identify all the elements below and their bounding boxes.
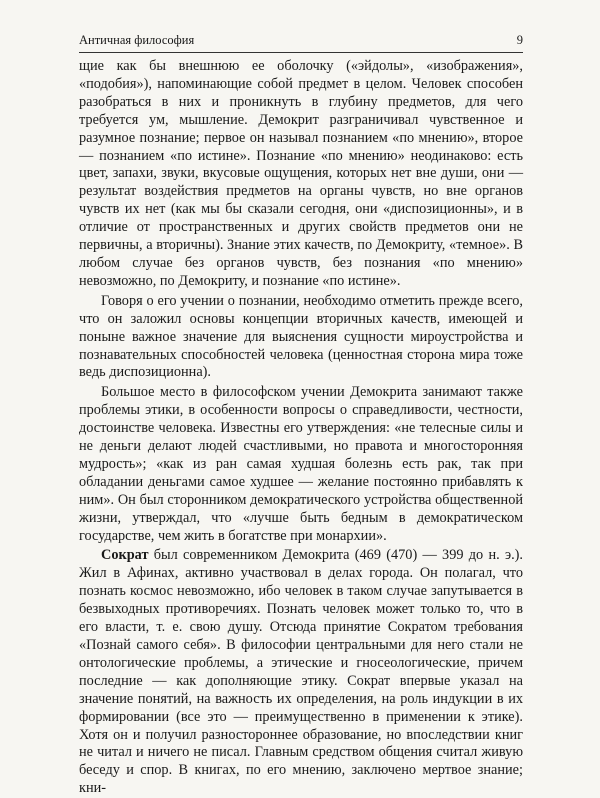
running-header bbox=[79, 30, 523, 53]
chapter-title: Античная философия bbox=[79, 33, 195, 47]
paragraph-text: щие как бы внешнюю ее оболочку («эйдолы», «изображения», «подобия»), напоминающие собой предмет в целом. Человек способен разобраться в них и проникнуть в глубину предметов, для чего требуется ум, мышление. Демокрит разграничивал чувственное и разумное познание; первое он называл познанием «по мнению», второе — познанием «по истине». Познание «по мнению» неодинаково: есть цвет, запахи, звуки, вкусовые ощущения, которых нет вне души, они — результат воздействия предметов на органы чувств, но вне органов чувств их нет (как мы бы сказали сегодня, они «диспозиционны», и в отличие от пространственных и других свойств предметов они не первичны, а вторичны). Знание этих качеств, по Демокриту, «темное». В любом случае без органов чувств, без познания «по мнению» невозможно, по Демокриту, и познание «по истине». bbox=[79, 58, 523, 289]
paragraph bbox=[79, 58, 523, 291]
bold-term-socrates: Сократ bbox=[101, 547, 149, 564]
paragraph-text: был современником Демокрита (469 (470) — 399 до н. э.). Жил в Афинах, активно участвовал в делах города. Он полагал, что познать космос невозможно, ибо человек в таком случае запутывается в безвыходных противоречиях. Познать человек может только то, что в его власти, т. е. свою душу. Отсюда принятие Сократом требования «Познай самого себя». В философии центральными для него стали не онтологические проблемы, а этические и гносеологические, причем последние — как дополняющие этику. Сократ впервые указал на значение понятий, на важность их определения, на роль индукции в их формировании (все это — преимущественно в применении к этике). Хотя он и получил разностороннее образование, но впоследствии книг не читал и ничего не писал. Главным средством общения считал живую беседу и спор. В книгах, по его мнению, заключено мертвое знание; кни- bbox=[79, 547, 523, 797]
paragraph-text: Говоря о его учении о познании, необходимо отметить прежде всего, что он заложил основы концепции вторичных качеств, имеющей и поныне важное значение для выяснения сущности мироустройства и познавательных способностей человека (ценностная сторона мира тоже ведь диспозиционна). bbox=[79, 292, 523, 381]
page-number: 9 bbox=[516, 33, 523, 47]
paragraph bbox=[79, 547, 523, 798]
body-text bbox=[79, 58, 523, 798]
paragraph-text: Большое место в философском учении Демокрита занимают также проблемы этики, в особенности вопросы о справедливости, честности, достоинстве человека. Известны его утверждения: «не телесные силы и не деньги делают людей счастливыми, но правота и многосторонняя мудрость»; «как из ран самая худшая болезнь есть рак, так при обладании деньгами самое худшее — желание постоянно прибавлять к ним». Он был сторонником демократического устройства общественной жизни, утверждал, что «лучше быть бедным в демократическом государстве, чем жить в богатстве при монархии». bbox=[79, 384, 523, 544]
paragraph bbox=[79, 384, 523, 545]
paragraph bbox=[79, 293, 523, 383]
